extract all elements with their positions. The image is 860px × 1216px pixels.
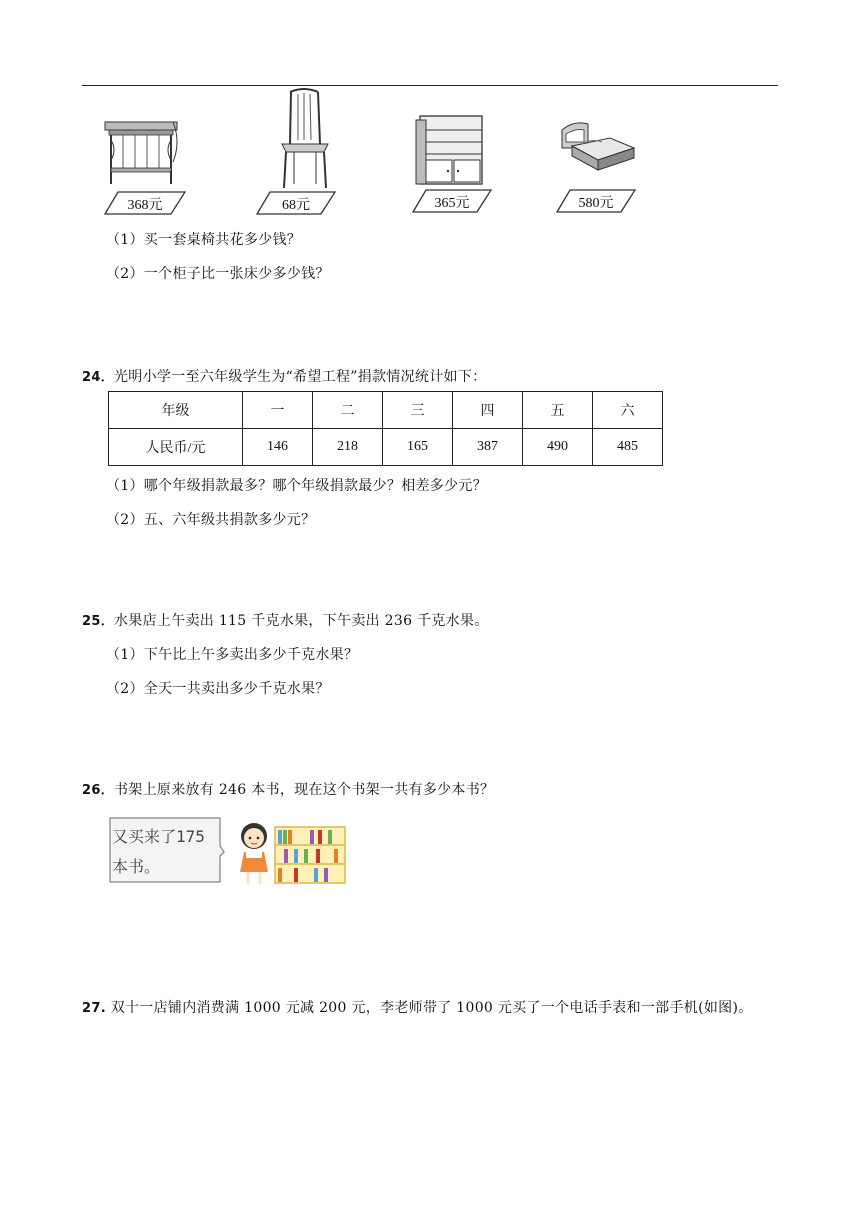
table-cell: 人民币/元 xyxy=(109,429,243,466)
table-cell: 146 xyxy=(243,429,313,466)
price-label: 580元 xyxy=(578,196,614,211)
q24-subquestion-1: （1）哪个年级捐款最多？哪个年级捐款最少？相差多少元？ xyxy=(106,478,488,494)
table-cell: 四 xyxy=(453,392,523,429)
q25-subquestion-1: （1）下午比上午多卖出多少千克水果？ xyxy=(106,647,359,663)
bed-image xyxy=(558,120,638,172)
table-cell: 二 xyxy=(313,392,383,429)
q25-subquestion-2: （2）全天一共卖出多少千克水果？ xyxy=(106,681,330,697)
table-image xyxy=(103,118,181,188)
table-cell: 387 xyxy=(453,429,523,466)
q27-text: 双十一店铺内消费满 1000 元减 200 元，李老师带了 1000 元买了一个电话手表和一部手机(如图)。 xyxy=(110,1000,753,1016)
q27-stem xyxy=(82,997,753,1017)
q26-stem xyxy=(82,779,494,799)
bubble-line-1: 又买来了175 xyxy=(112,827,205,846)
table-row xyxy=(109,429,663,466)
chair-image xyxy=(278,88,334,190)
table-cell: 六 xyxy=(593,392,663,429)
table-header-row xyxy=(109,392,663,429)
bookshelf-illustration xyxy=(274,826,346,884)
q23-subquestion-1: （1）买一套桌椅共花多少钱？ xyxy=(106,232,302,248)
speech-bubble-text xyxy=(112,822,224,882)
bubble-line-2: 本书。 xyxy=(112,857,161,876)
price-label: 365元 xyxy=(434,196,470,211)
q23-subquestion-2: （2）一个柜子比一张床少多少钱？ xyxy=(106,266,330,282)
table-cell: 490 xyxy=(523,429,593,466)
price-label: 368元 xyxy=(127,198,163,213)
q25-stem xyxy=(82,610,489,630)
q24-text: 光明小学一至六年级学生为“希望工程”捐款情况统计如下： xyxy=(114,369,487,385)
header-rule xyxy=(82,85,778,86)
table-cell: 218 xyxy=(313,429,383,466)
q25-text: 水果店上午卖出 115 千克水果，下午卖出 236 千克水果。 xyxy=(114,613,489,629)
price-label: 68元 xyxy=(282,198,310,213)
table-cell: 一 xyxy=(243,392,313,429)
table-cell: 五 xyxy=(523,392,593,429)
price-tag-chair xyxy=(256,191,336,215)
table-cell: 485 xyxy=(593,429,663,466)
donation-table xyxy=(108,391,663,466)
price-tag-table xyxy=(104,191,186,215)
table-cell: 年级 xyxy=(109,392,243,429)
question-number: 26． xyxy=(82,783,114,798)
table-cell: 三 xyxy=(383,392,453,429)
question-number: 27. xyxy=(82,1001,106,1016)
q26-text: 书架上原来放有 246 本书，现在这个书架一共有多少本书？ xyxy=(114,782,495,798)
girl-illustration xyxy=(234,820,274,886)
q24-stem xyxy=(82,366,486,386)
table-cell: 165 xyxy=(383,429,453,466)
price-tag-bed xyxy=(556,189,636,213)
q24-subquestion-2: （2）五、六年级共捐款多少元？ xyxy=(106,512,316,528)
cabinet-image xyxy=(414,114,484,186)
price-tag-cabinet xyxy=(412,189,492,213)
question-number: 24． xyxy=(82,370,114,385)
question-number: 25． xyxy=(82,614,114,629)
